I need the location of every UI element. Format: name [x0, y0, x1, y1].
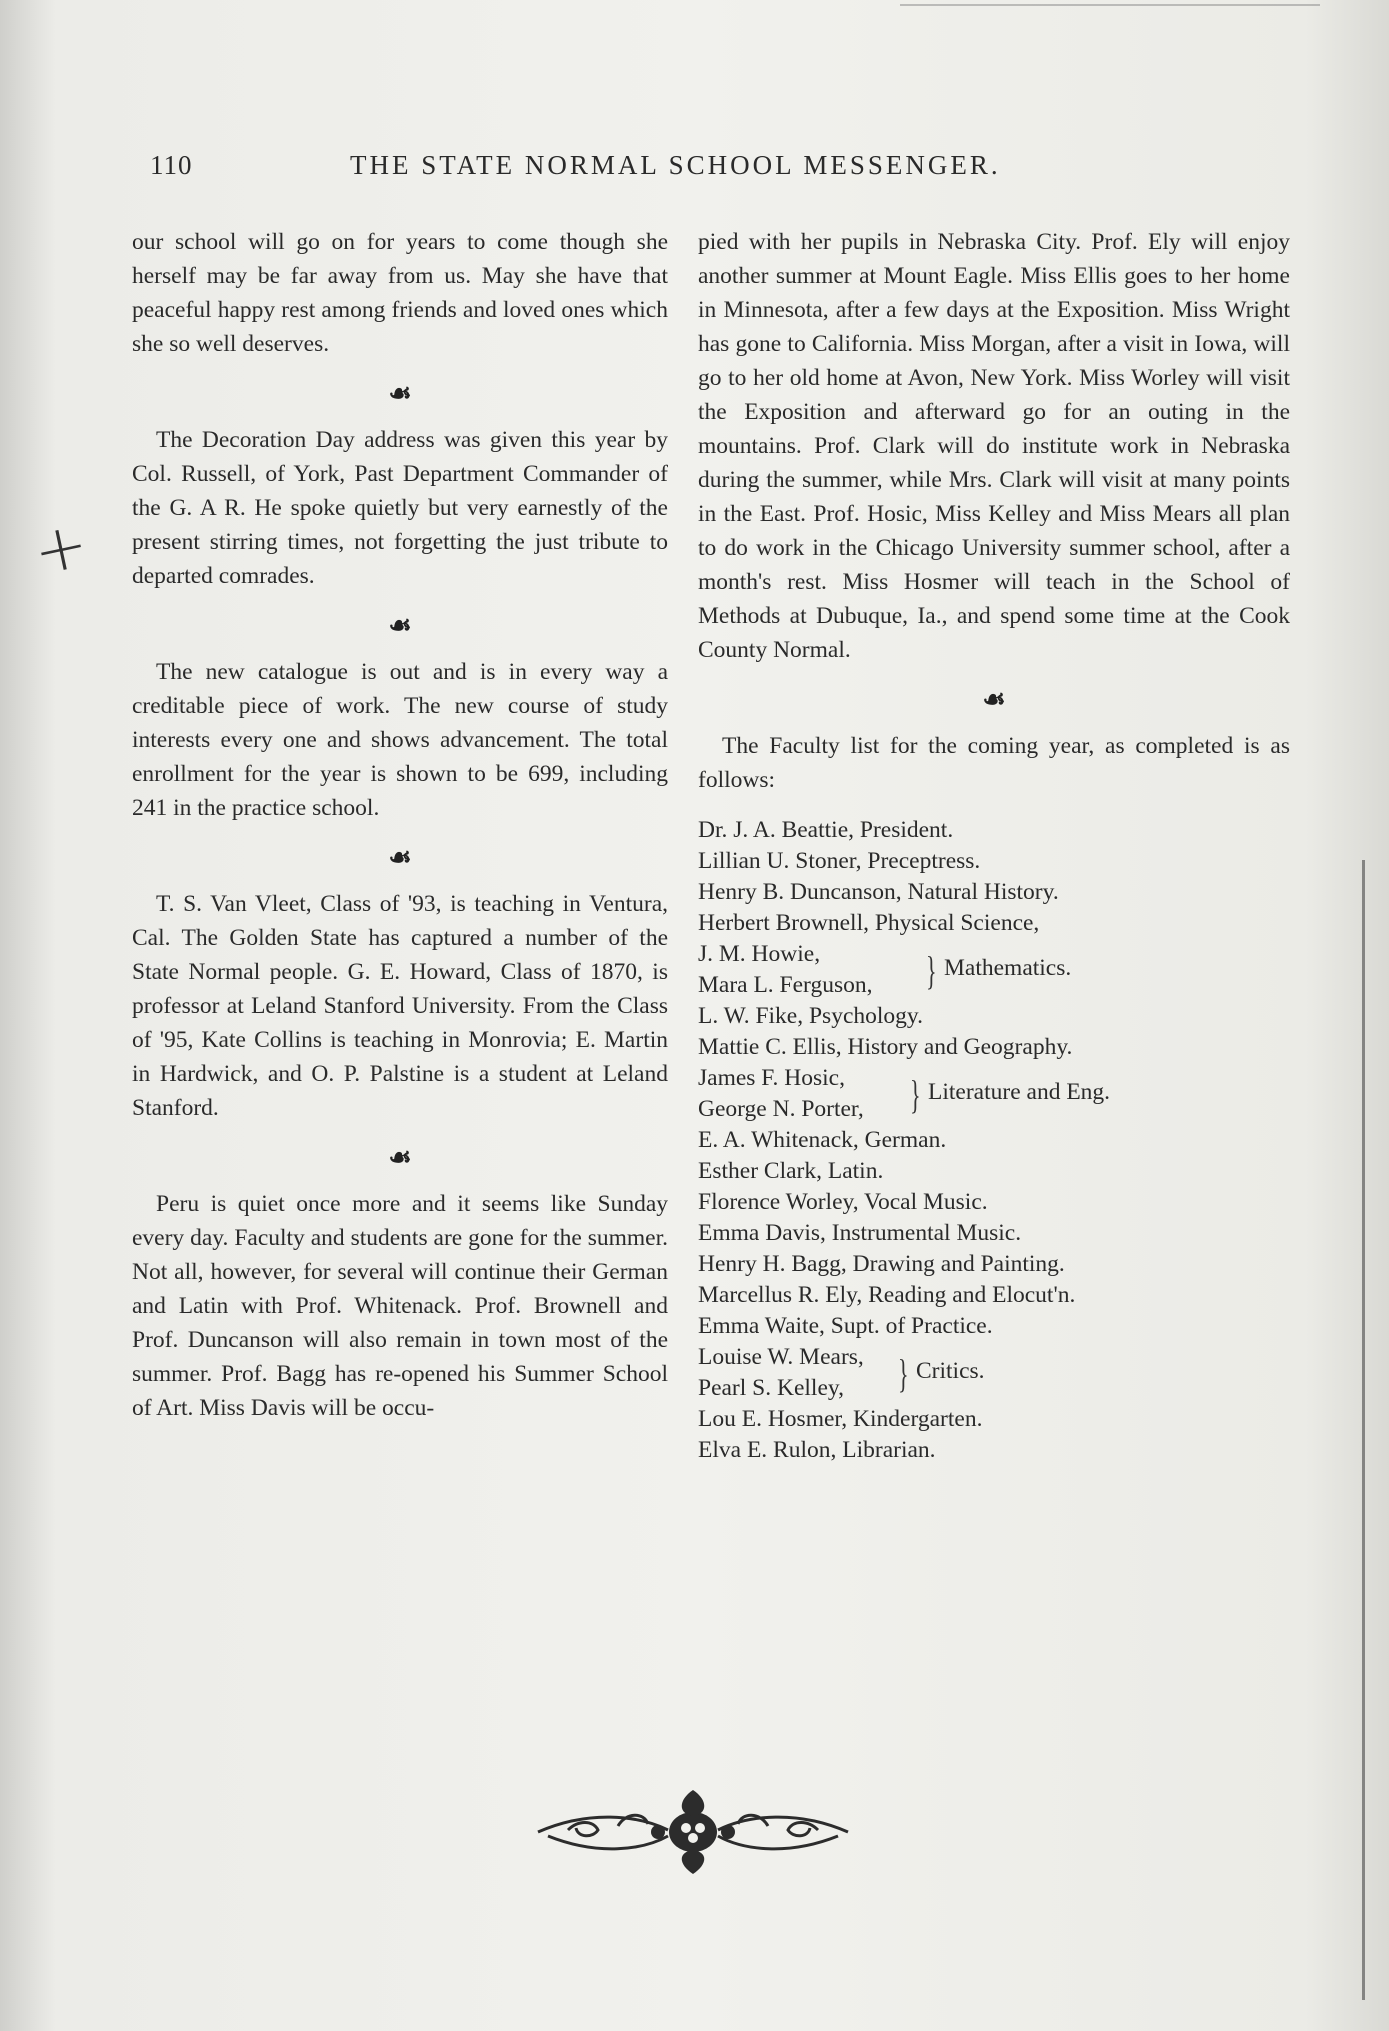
faculty-name: Mara L. Ferguson,	[698, 972, 873, 998]
faculty-role: Critics.	[916, 1358, 985, 1384]
faculty-entry: Emma Waite, Supt. of Practice.	[698, 1313, 993, 1339]
faculty-group-critics	[698, 1342, 1290, 1404]
faculty-entry: Esther Clark, Latin.	[698, 1158, 884, 1184]
faculty-entry: Lillian U. Stoner, Preceptress.	[698, 848, 981, 874]
margin-mark: +	[26, 507, 95, 591]
page-number: 110	[150, 150, 193, 180]
faculty-name: Pearl S. Kelley,	[698, 1375, 844, 1401]
separator-ornament-3: ☙	[388, 843, 412, 873]
brace-icon: }	[926, 948, 937, 993]
faculty-intro: The Faculty list for the coming year, as completed is as follows:	[698, 733, 1290, 793]
tailpiece-ornament-icon	[528, 1770, 858, 1880]
brace-icon: }	[910, 1072, 921, 1117]
faculty-name: George N. Porter,	[698, 1096, 864, 1122]
faculty-entry: Henry H. Bagg, Drawing and Painting.	[698, 1251, 1065, 1277]
faculty-group-mathematics	[698, 939, 1290, 1001]
faculty-role: Literature and Eng.	[928, 1079, 1111, 1105]
faculty-name: Louise W. Mears,	[698, 1344, 864, 1370]
paragraph-alumni: T. S. Van Vleet, Class of '93, is teaching in Ventura, Cal. The Golden State has captured a number of the State Normal people. G. E. Howard, Class of 1870, is professor at Leland Stanford University. From the Class of '95, Kate Collins is teaching in Monrovia; E. Martin in Hardwick, and O. P. Palstine is a student at Leland Stanford.	[132, 891, 668, 1121]
separator-ornament-4: ☙	[388, 1143, 412, 1173]
separator-ornament-2: ☙	[388, 611, 412, 641]
paragraph-decoration-day: The Decoration Day address was given this year by Col. Russell, of York, Past Department Commander of the G. A R. He spoke quietly but very earnestly of the present stirring times, not forgetting the just tribute to departed comrades.	[132, 427, 668, 589]
faculty-entry: Lou E. Hosmer, Kindergarten.	[698, 1406, 983, 1432]
scan-edge-line	[1362, 860, 1365, 2000]
separator-ornament-5: ☙	[982, 685, 1006, 715]
faculty-entry: Henry B. Duncanson, Natural History.	[698, 879, 1059, 905]
faculty-group-literature	[698, 1063, 1290, 1125]
faculty-entry: L. W. Fike, Psychology.	[698, 1003, 924, 1029]
right-column	[698, 225, 1290, 1466]
faculty-list	[698, 815, 1290, 1466]
faculty-name: J. M. Howie,	[698, 941, 821, 967]
faculty-entry: Marcellus R. Ely, Reading and Elocut'n.	[698, 1282, 1076, 1308]
faculty-entry: Mattie C. Ellis, History and Geography.	[698, 1034, 1073, 1060]
faculty-entry: Emma Davis, Instrumental Music.	[698, 1220, 1022, 1246]
paragraph-summer-continued: pied with her pupils in Nebraska City. Prof. Ely will enjoy another summer at Mount Eagle. Miss Ellis goes to her home in Minnesota, after a few days at the Exposition. Miss Wright has gone to California. Miss Morgan, after a visit in Iowa, will go to her old home at Avon, New York. Miss Worley will visit the Exposition and afterward go for an outing in the mountains. Prof. Clark will do institute work in Nebraska during the summer, while Mrs. Clark will visit at many points in the East. Prof. Hosic, Miss Kelley and Miss Mears all plan to do work in the Chicago University summer school, after a month's rest. Miss Hosmer will teach in the School of Methods at Dubuque, Ia., and spend some time at the Cook County Normal.	[698, 229, 1290, 663]
running-header	[150, 150, 1300, 190]
scan-top-rule	[900, 4, 1320, 6]
left-column	[132, 225, 668, 1425]
faculty-entry: Herbert Brownell, Physical Science,	[698, 910, 1040, 936]
brace-icon: }	[898, 1351, 909, 1396]
separator-ornament-1: ☙	[388, 379, 412, 409]
faculty-entry: Elva E. Rulon, Librarian.	[698, 1437, 936, 1463]
faculty-entry: Dr. J. A. Beattie, President.	[698, 817, 954, 843]
paragraph-catalogue: The new catalogue is out and is in every way a creditable piece of work. The new course of study interests every one and shows advancement. The total enrollment for the year is shown to be 699, including 241 in the practice school.	[132, 659, 668, 821]
paragraph-summer: Peru is quiet once more and it seems like Sunday every day. Faculty and students are gone for the summer. Not all, however, for several will continue their German and Latin with Prof. Whitenack. Prof. Brownell and Prof. Duncanson will also remain in town most of the summer. Prof. Bagg has re-opened his Summer School of Art. Miss Davis will be occu-	[132, 1191, 668, 1421]
journal-title: THE STATE NORMAL SCHOOL MESSENGER.	[350, 150, 1001, 180]
faculty-entry: Florence Worley, Vocal Music.	[698, 1189, 988, 1215]
faculty-entry: E. A. Whitenack, German.	[698, 1127, 947, 1153]
faculty-name: James F. Hosic,	[698, 1065, 845, 1091]
faculty-role: Mathematics.	[944, 955, 1072, 981]
paragraph-farewell: our school will go on for years to come though she herself may be far away from us. May she have that peaceful happy rest among friends and loved ones which she so well deserves.	[132, 229, 668, 357]
